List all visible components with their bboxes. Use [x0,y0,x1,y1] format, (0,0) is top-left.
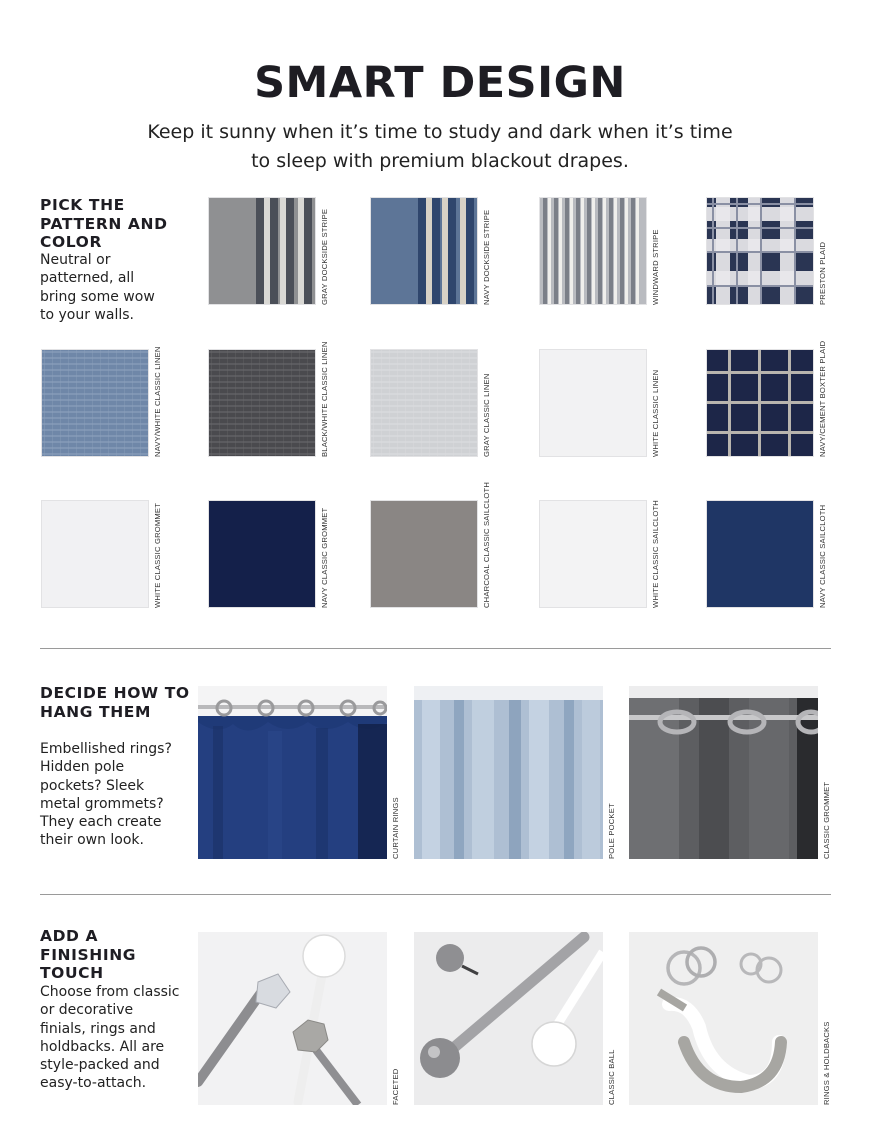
photo-label-text: CURTAIN RINGS [391,797,400,859]
swatch-label-text: NAVY CLASSIC SAILCLOTH [818,504,827,608]
pattern-body: Neutral or patterned, all bring some wow to your walls. [40,252,155,323]
swatch-label [153,346,167,457]
hang-body: Embellished rings? Hidden pole pockets? Sleek metal grommets? They each create their own look. [40,741,172,849]
swatch-gray-dockside-stripe [208,197,316,305]
photo-label [822,932,836,1105]
photo-label-text: CLASSIC GROMMET [822,781,831,859]
swatch-label-text: NAVY/CEMENT BOXTER PLAID [818,340,827,457]
classic-ball-finials-photo [414,932,603,1105]
swatch-black-white-classic-linen [208,349,316,457]
page-subtitle: Keep it sunny when it’s time to study and dark when it’s time to sleep with premium blackout drapes. [147,121,733,172]
pattern-heading: PICK THE PATTERN AND COLOR [40,196,168,251]
swatch-windward-stripe [539,197,647,305]
faceted-finials-photo [198,932,387,1105]
photo-label [391,932,405,1105]
swatch-label [320,197,334,305]
finish-body: Choose from classic or decorative finials, rings and holdbacks. All are style-packed and easy-to-attach. [40,984,180,1092]
swatch-white-classic-grommet [41,500,149,608]
swatch-white-classic-linen [539,349,647,457]
swatch-white-classic-sailcloth [539,500,647,608]
swatch-gray-classic-linen [370,349,478,457]
swatch-preston-plaid [706,197,814,305]
swatch-label-text: NAVY CLASSIC GROMMET [320,507,329,608]
swatch-label-text: GRAY DOCKSIDE STRIPE [320,208,329,305]
finish-heading: ADD A FINISHING TOUCH [40,927,137,982]
hang-heading: DECIDE HOW TO HANG THEM [40,684,190,721]
swatch-label-text: WHITE CLASSIC GROMMET [153,502,162,608]
photo-label [391,686,405,859]
page-title: SMART DESIGN [254,58,626,108]
swatch-label-text: WINDWARD STRIPE [651,229,660,305]
swatch-label-text: GRAY CLASSIC LINEN [482,373,491,457]
photo-label [607,686,621,859]
swatch-label [651,197,665,305]
swatch-navy-classic-sailcloth [706,500,814,608]
divider-2 [40,894,831,895]
swatch-navy-white-classic-linen [41,349,149,457]
swatch-label-text: WHITE CLASSIC SAILCLOTH [651,500,660,608]
classic-grommet-photo [629,686,818,859]
swatch-label [818,500,832,608]
photo-label-text: RINGS & HOLDBACKS [822,1021,831,1105]
curtain-rings-photo [198,686,387,859]
photo-label [607,932,621,1105]
swatch-navy-classic-grommet [208,500,316,608]
swatch-label-text: NAVY/WHITE CLASSIC LINEN [153,346,162,457]
swatch-label [482,197,496,305]
swatch-label [153,500,167,608]
swatch-label [818,197,832,305]
photo-label [822,686,836,859]
swatch-label [651,500,665,608]
swatch-label [482,481,496,608]
swatch-label-text: CHARCOAL CLASSIC SAILCLOTH [482,481,491,608]
swatch-label-text: NAVY DOCKSIDE STRIPE [482,209,491,305]
photo-label-text: CLASSIC BALL [607,1049,616,1105]
swatch-label [320,341,334,457]
swatch-navy-cement-boxter-plaid [706,349,814,457]
divider-1 [40,648,831,649]
swatch-label-text: BLACK/WHITE CLASSIC LINEN [320,341,329,457]
swatch-label-text: PRESTON PLAID [818,241,827,305]
rings-holdbacks-photo [629,932,818,1105]
photo-label-text: POLE POCKET [607,803,616,859]
swatch-label [320,500,334,608]
swatch-label [651,349,665,457]
swatch-charcoal-classic-sailcloth [370,500,478,608]
photo-label-text: FACETED [391,1068,400,1105]
swatch-label [482,349,496,457]
swatch-navy-dockside-stripe [370,197,478,305]
swatch-label [818,340,832,457]
pole-pocket-photo [414,686,603,859]
swatch-label-text: WHITE CLASSIC LINEN [651,369,660,457]
